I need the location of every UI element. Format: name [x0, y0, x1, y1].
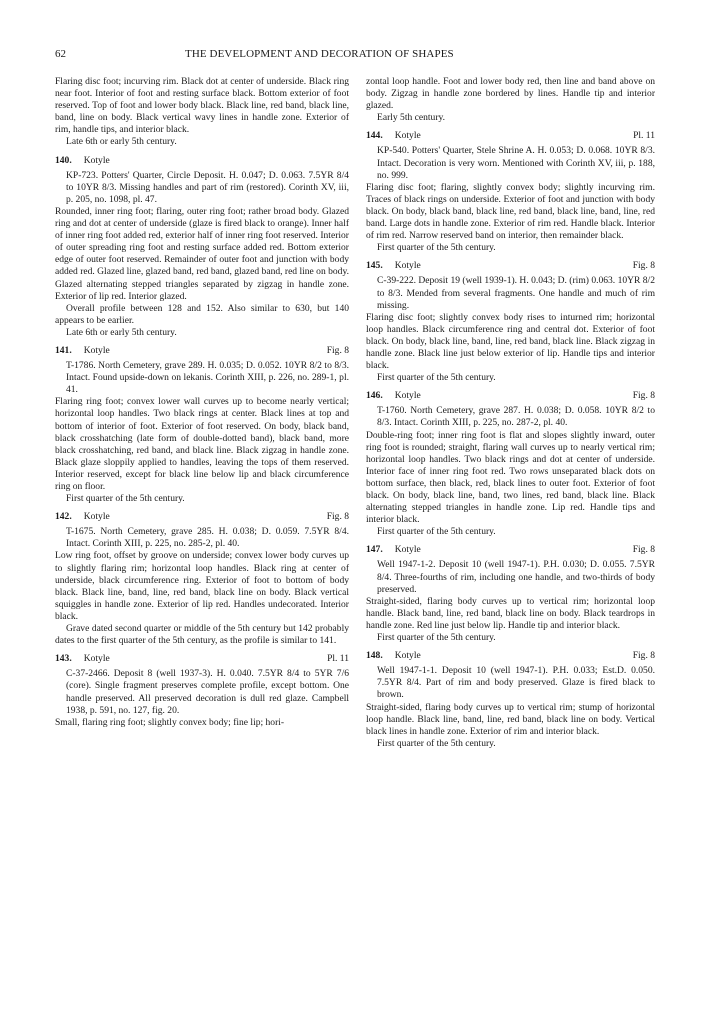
entry-catalog: T-1675. North Cemetery, grave 285. H. 0.038; D. 0.059. 7.5YR 8/4. Intact. Corinth XIII, p. 225, no. 285-2, pl. 40. — [66, 526, 349, 550]
catalog-entry-148 — [366, 650, 655, 750]
entry-date: First quarter of the 5th century. — [377, 632, 496, 644]
entry-number: 148. — [366, 650, 383, 662]
entry-date: First quarter of the 5th century. — [377, 737, 496, 749]
entry-heading — [55, 511, 349, 523]
entry-name: Kotyle — [394, 130, 421, 142]
entry-description: Flaring disc foot; flaring, slightly convex body; slightly incurving rim. Traces of black rings on underside. Exterior of foot and junction with body black. On body, black band, black line, red band, black line, band, line, red band. Large dots in handle zone. Exterior of rim red. Handle black. Interior of rim red. Narrow reserved band on interior, then remainder black. — [366, 181, 655, 242]
entry-number: 142. — [55, 511, 72, 523]
entry-heading — [366, 390, 655, 402]
entry-heading — [55, 345, 349, 357]
entry-plate: Pl. 11 — [327, 653, 349, 665]
entry-description: Double-ring foot; inner ring foot is flat and slopes slightly inward, outer ring foot is rounded; straight, flaring wall curves up to nearly vertical rim; horizontal loop handles. Two black rings and dot at center of underside. Interior face of inner ring foot red. Two rows unseparated black dots on bottom surface, then black, red, black lines to outer foot. Exterior of foot black. On body, black line, band, two lines, red band, black line. Black alternating stepped triangles in handle zone. Lip red. Handle tips and interior black. — [366, 429, 655, 526]
catalog-entry-146 — [366, 390, 655, 538]
entry-plate: Fig. 8 — [326, 344, 349, 356]
entry-date: First quarter of the 5th century. — [377, 526, 496, 538]
entry-number: 146. — [366, 390, 383, 402]
entry-catalog: KP-723. Potters' Quarter, Circle Deposit. H. 0.047; D. 0.063. 7.5YR 8/4 to 10YR 8/3. Missing handles and part of rim (restored). Corinth XV, iii, p. 205, no. 1098, pl. 47. — [66, 169, 349, 205]
entry-plate: Pl. 11 — [633, 130, 655, 142]
entry-plate: Fig. 8 — [632, 650, 655, 662]
entry-catalog: T-1760. North Cemetery, grave 287. H. 0.038; D. 0.058. 10YR 8/2 to 8/3. Intact. Corinth XIII, p. 225, no. 287-2, pl. 40. — [377, 405, 655, 429]
entry-catalog: Well 1947-1-2. Deposit 10 (well 1947-1). P.H. 0.030; D. 0.055. 7.5YR 8/4. Three-fourths of rim, including one handle, and two-thirds of body preserved. — [377, 559, 655, 595]
entry-plate: Fig. 8 — [632, 390, 655, 402]
entry-name: Kotyle — [83, 511, 110, 523]
entry-number: 141. — [55, 344, 72, 356]
entry-date: First quarter of the 5th century. — [377, 372, 496, 384]
entry-heading — [55, 155, 349, 167]
entry-date: First quarter of the 5th century. — [66, 493, 185, 505]
entry-heading — [55, 653, 349, 665]
left-column — [55, 76, 349, 729]
continuation-paragraph: zontal loop handle. Foot and lower body red, then line and band above on body. Zigzag in handle zone bordered by lines. Handle tip and interior glazed. — [366, 76, 655, 112]
entry-catalog: C-37-2466. Deposit 8 (well 1937-3). H. 0.040. 7.5YR 8/4 to 5YR 7/6 (core). Single fragment preserves complete profile, except bottom. One handle preserved. All preserved decoration is dull red glaze. Campbell 1938, p. 591, no. 127, fig. 20. — [66, 668, 349, 716]
entry-comment: Overall profile between 128 and 152. Also similar to 630, but 140 appears to be earlier. — [55, 302, 349, 326]
entry-name: Kotyle — [394, 390, 421, 402]
entry-heading — [366, 650, 655, 662]
entry-plate: Fig. 8 — [632, 260, 655, 272]
entry-description: Straight-sided, flaring body curves up to vertical rim; horizontal loop handle. Black band, line, red band, black line on body. Black teardrops in handle zone. Red line just below lip. Handle tip and interior black. — [366, 595, 655, 631]
catalog-entry-143 — [55, 653, 349, 729]
catalog-entry-147 — [366, 544, 655, 644]
catalog-entry-141 — [55, 345, 349, 505]
entry-name: Kotyle — [394, 650, 421, 662]
entry-number: 145. — [366, 260, 383, 272]
entry-plate: Fig. 8 — [326, 511, 349, 523]
entry-date: Late 6th or early 5th century. — [66, 326, 177, 338]
entry-catalog: KP-540. Potters' Quarter, Stele Shrine A. H. 0.053; D. 0.068. 10YR 8/3. Intact. Decoration is very worn. Mentioned with Corinth XV, iii, p. 188, no. 999. — [377, 145, 655, 181]
intro-date: Late 6th or early 5th century. — [66, 136, 177, 148]
running-title: THE DEVELOPMENT AND DECORATION OF SHAPES — [185, 48, 454, 60]
right-column — [366, 76, 655, 750]
entry-number: 147. — [366, 544, 383, 556]
entry-name: Kotyle — [83, 154, 110, 166]
entry-name: Kotyle — [83, 344, 110, 356]
entry-plate: Fig. 8 — [632, 544, 655, 556]
entry-description: Small, flaring ring foot; slightly convex body; fine lip; hori- — [55, 716, 285, 728]
catalog-entry-145 — [366, 260, 655, 384]
catalog-entry-144 — [366, 130, 655, 254]
entry-number: 143. — [55, 653, 72, 665]
entry-name: Kotyle — [83, 653, 110, 665]
entry-name: Kotyle — [394, 260, 421, 272]
entry-description: Straight-sided, flaring body curves up to vertical rim; stump of horizontal loop handle. Black line, band, line, red band, black line on body. Vertical black lines in handle zone. Exterior of rim and interior black. — [366, 701, 655, 737]
page-number: 62 — [55, 48, 66, 60]
entry-comment: Grave dated second quarter or middle of the 5th century but 142 probably dates to the first quarter of the 5th century, as the profile is similar to 141. — [55, 623, 349, 647]
entry-description: Low ring foot, offset by groove on underside; convex lower body curves up to slightly flaring rim; horizontal loop handles. Black ring at center of underside, black circumference ring. Exterior of foot to bottom of body black. Black line, band, line, red band, black line on body. Black vertical squiggles in handle zone. Exterior of lip red. Handles undecorated. Interior black. — [55, 550, 349, 622]
continuation-date: Early 5th century. — [377, 112, 446, 124]
entry-catalog: T-1786. North Cemetery, grave 289. H. 0.035; D. 0.052. 10YR 8/2 to 8/3. Intact. Found upside-down on lekanis. Corinth XIII, p. 226, no. 289-1, pl. 41. — [66, 360, 349, 396]
entry-heading — [366, 260, 655, 272]
entry-number: 140. — [55, 154, 72, 166]
intro-paragraph: Flaring disc foot; incurving rim. Black dot at center of underside. Black ring near foot. Interior of foot and resting surface black. Bottom exterior of foot reserved. Top of foot and lower body black. Black line, red band, black line, band, line on body. Black vertical wavy lines in handle zone. Exterior of rim, handle tips, and interior black. — [55, 76, 349, 136]
entry-heading — [366, 130, 655, 142]
entry-name: Kotyle — [394, 544, 421, 556]
catalog-entry-142 — [55, 511, 349, 647]
entry-heading — [366, 544, 655, 556]
entry-description: Flaring disc foot; slightly convex body rises to inturned rim; horizontal loop handles. Black circumference ring and central dot. Exterior of foot black. On body, black line, band, line, red band, black line. Black zigzag in handle zone. Black line just below exterior of lip. Handle tips and interior black. — [366, 311, 655, 372]
entry-date: First quarter of the 5th century. — [377, 242, 496, 254]
catalog-entry-140 — [55, 155, 349, 339]
entry-description: Flaring ring foot; convex lower wall curves up to become nearly vertical; horizontal loop handles. Two black rings at center. Black lines at top and bottom of interior of foot. Exterior of foot reserved. On body, black band, black crosshatching (late form of double-dotted band), black band, more black crosshatching, red band, and black line. Black zigzag in handle zone. Black glaze sloppily applied to handles, leaving the tops of them reserved. Interior reserved, except for black line below lip and black circumference ring on floor. — [55, 396, 349, 492]
entry-description: Rounded, inner ring foot; flaring, outer ring foot; rather broad body. Glazed ring and dot at center of underside (glaze is fired black to orange). Inner half of inner ring foot added red, exterior half of inner ring foot reserved. Interior of outer spreading ring foot and resting surface added red. Bottom exterior edge of outer foot reserved. Remainder of outer foot and junction with body added red. Glazed line, glazed band, red band, glazed band, red line on body. Glazed alternating stepped triangles separated by zigzag in handle zone. Exterior of lip red. Interior glazed. — [55, 205, 349, 302]
entry-catalog: Well 1947-1-1. Deposit 10 (well 1947-1). P.H. 0.033; Est.D. 0.050. 7.5YR 8/4. Part of rim and body preserved. Glaze is fired black to brown. — [377, 665, 655, 701]
entry-catalog: C-39-222. Deposit 19 (well 1939-1). H. 0.043; D. (rim) 0.063. 10YR 8/2 to 8/3. Mended from several fragments. One handle and much of rim missing. — [377, 275, 655, 311]
entry-number: 144. — [366, 130, 383, 142]
